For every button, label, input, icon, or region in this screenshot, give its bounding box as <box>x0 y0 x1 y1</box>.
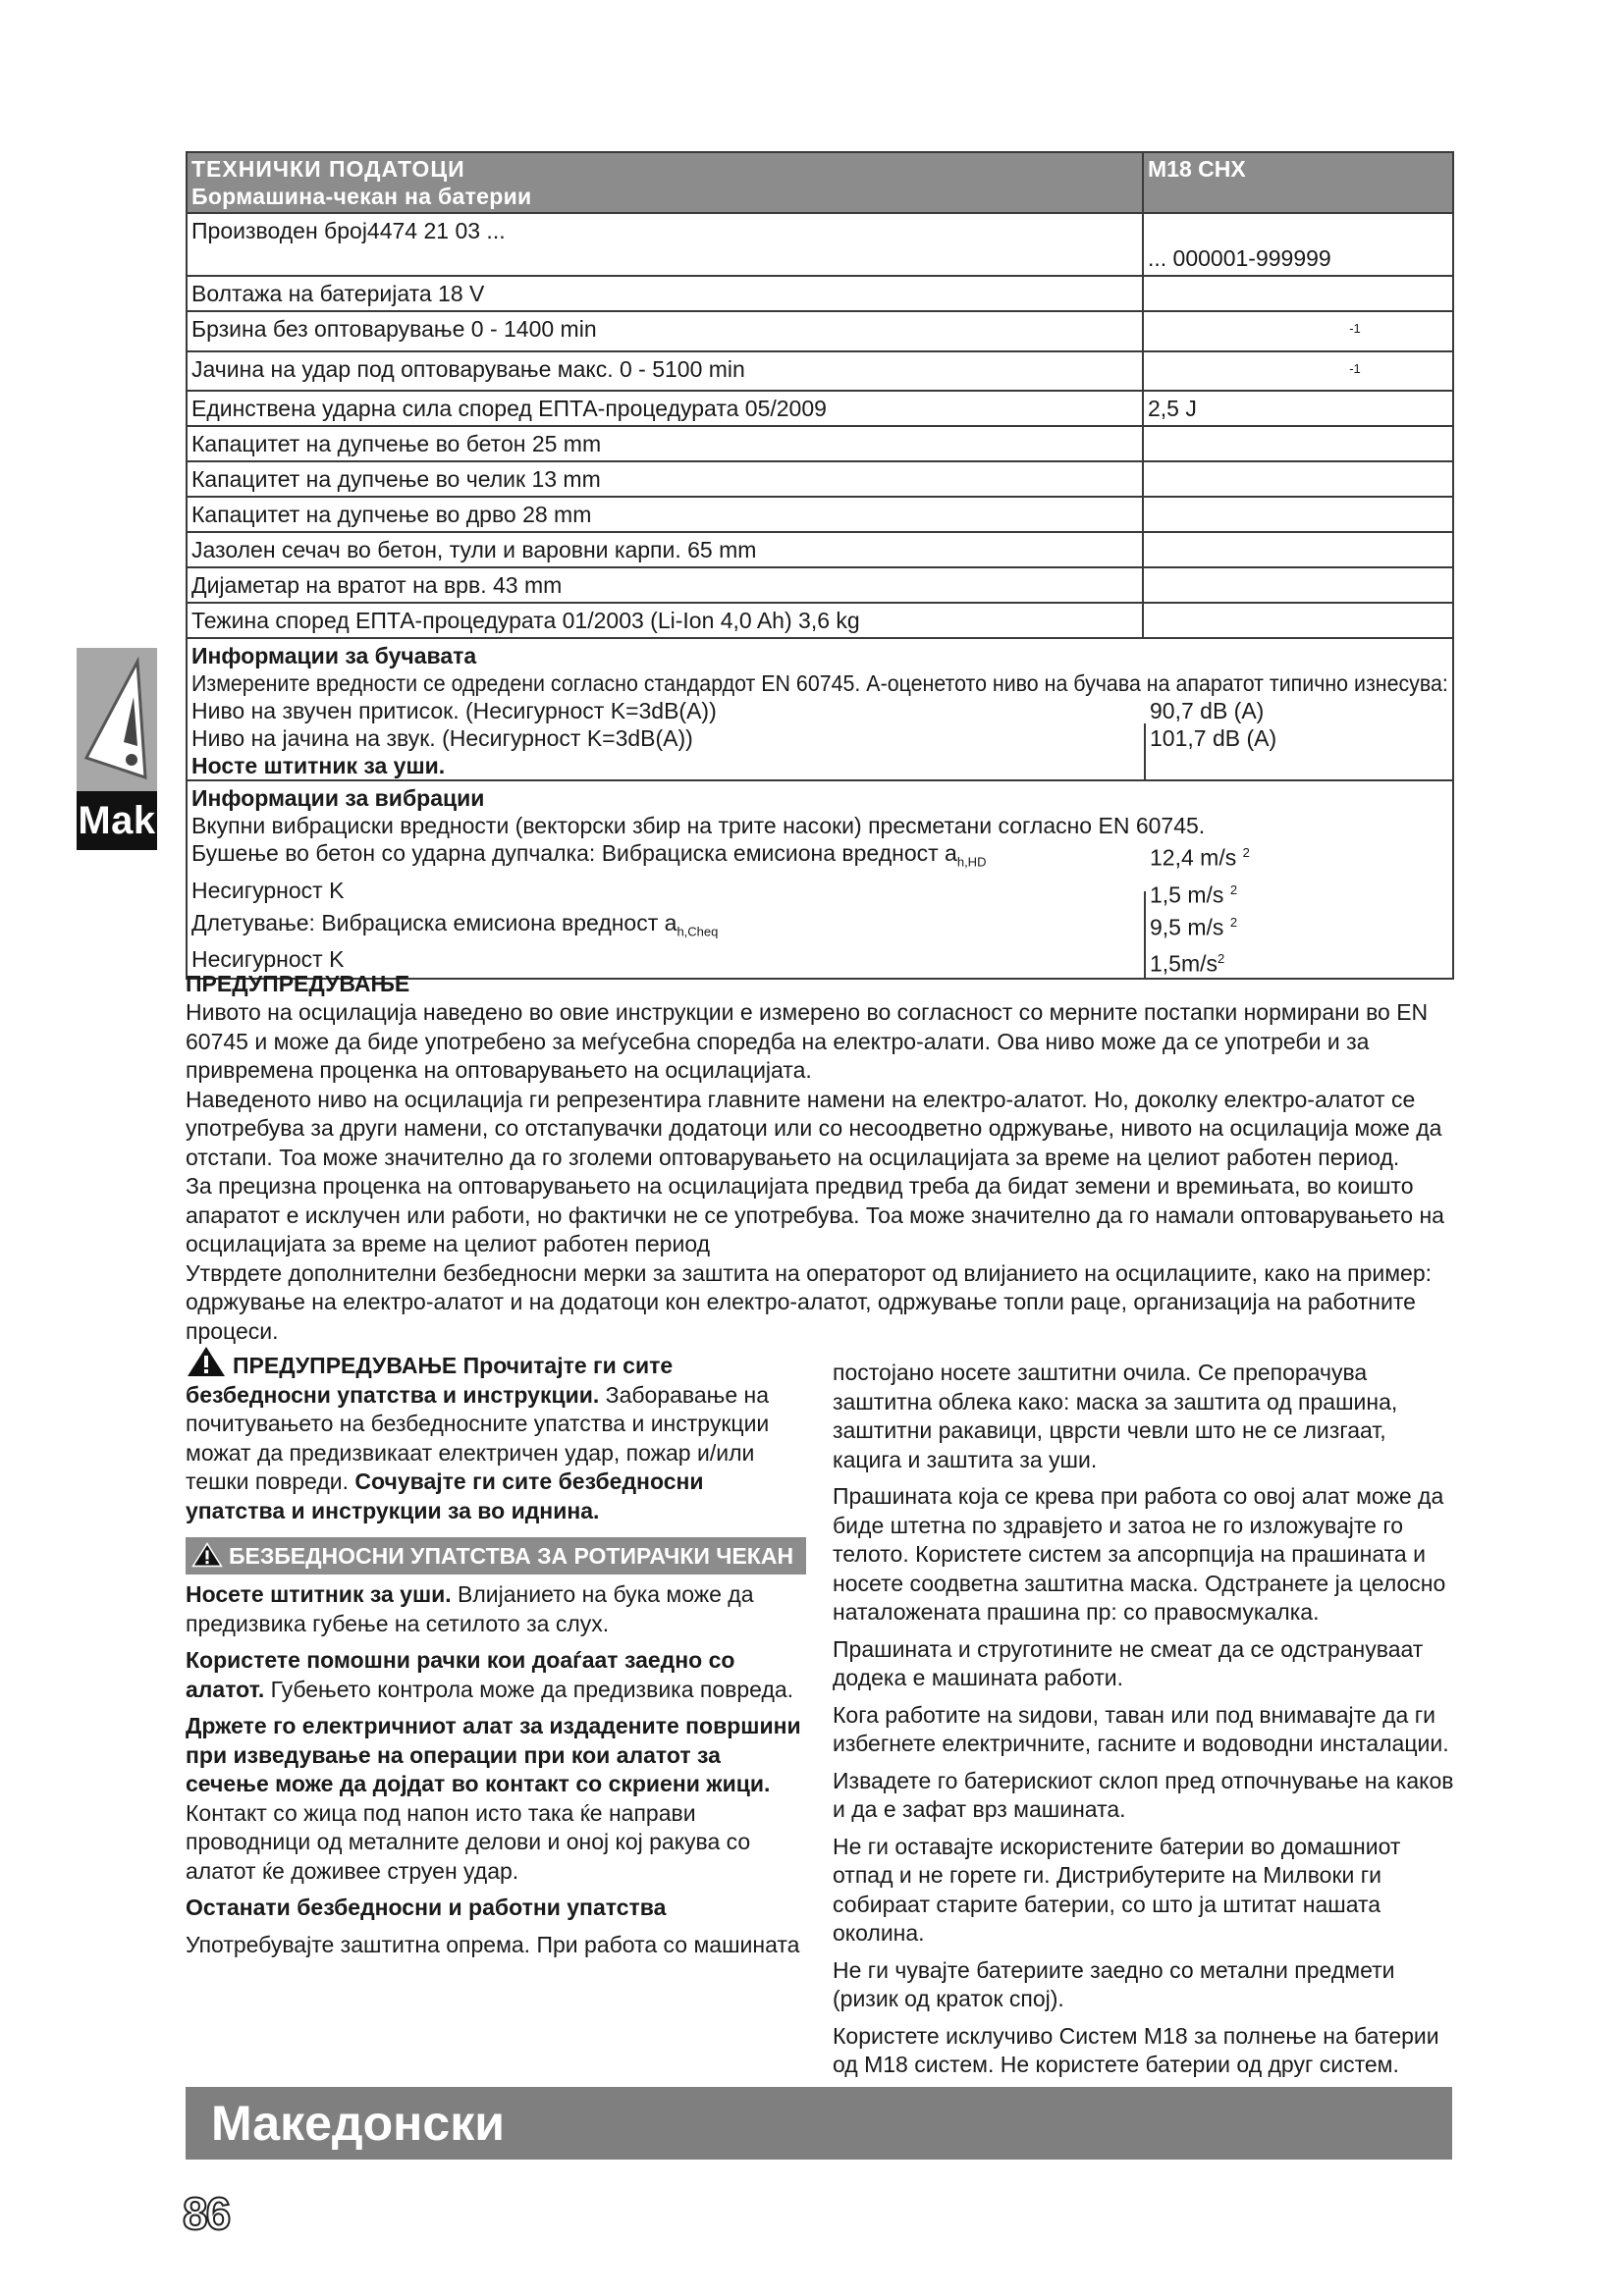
squared-mark: 2 <box>1242 845 1250 861</box>
row-label: Единствена ударна сила според ЕПТА-процедурата 05/2009 <box>187 391 1143 426</box>
noise-info-block <box>187 638 1453 780</box>
vibration-k2-value: 1,5m/s <box>1150 950 1218 977</box>
vibration-info-block <box>187 780 1453 979</box>
vibration-k2-label: Несигурност K <box>191 946 345 973</box>
row-label: Јазолен сечач во бетон, тули и варовни карпи. 65 mm <box>187 532 1143 567</box>
noise-pressure-line <box>191 697 1448 724</box>
vibration-chisel-value-wrap <box>1144 909 1237 946</box>
aux-handle-paragraph <box>186 1646 806 1704</box>
table-row <box>187 497 1453 532</box>
language-side-tab <box>77 648 157 850</box>
vibration-heading: Информации за вибрации <box>191 785 485 812</box>
right-paragraph: Прашината која се крева при работа со овој алат може да биде штетна по здравјето и затоа не го изложувајте го телото. Користете систем за апсорпција на прашината и носете соодветна заштитна маска. Одстранете ја целосно наталожената прашина пр: со правосмукалка. <box>833 1483 1446 1625</box>
rotary-hammer-safety-heading <box>186 1537 806 1575</box>
table-row <box>187 567 1453 603</box>
safety-right-column <box>833 1359 1455 2088</box>
vibration-chisel-line <box>191 909 1448 946</box>
vibration-info-cell <box>187 780 1453 979</box>
right-paragraph: Извадете го батерискиот склоп пред отпочнување на каков и да е зафат врз машината. <box>833 1767 1454 1822</box>
page-number: 86 <box>183 2188 230 2239</box>
row-label: Волтажа на батеријата 18 V <box>187 276 1143 311</box>
other-instructions-heading-text: Останати безбедносни и работни упатства <box>186 1895 667 1920</box>
unit-exponent: -1 <box>1349 360 1361 376</box>
vibration-drill-line <box>191 839 1448 877</box>
table-header-model-cell <box>1143 152 1453 213</box>
table-row <box>187 532 1453 567</box>
table-row <box>187 603 1453 638</box>
insulated-grip-text: Контакт со жица под напон исто така ќе направи проводници од металните делови и оној кој ракува со алатот ќе доживее струен удар. <box>186 1799 751 1884</box>
safety-left-column <box>186 1345 806 1967</box>
warning-paragraph: Утврдете дополнителни безбедносни мерки за заштита на операторот од влијанието на осцилациите, како на пример: одржување на електро-алатот и на додатоци кон електро-алатот, одржување топли раце, организација на работните процеси. <box>186 1259 1433 1344</box>
table-row <box>187 351 1453 392</box>
noise-pressure-label: Ниво на звучен притисок. (Несигурност K=3dB(A)) <box>191 698 717 724</box>
table-subtitle: Бормашина-чекан на батерии <box>191 184 532 209</box>
general-warning-bold: ПРЕДУПРЕДУВАЊЕ Прочитајте ги сите безбедносни упатства и инструкции. <box>186 1353 674 1408</box>
row-value <box>1143 276 1453 311</box>
warning-heading: ПРЕДУПРЕДУВАЊЕ <box>186 971 410 996</box>
ear-protection-text: Влијанието на бука може да предизвика губење на сетилото за слух. <box>186 1581 754 1636</box>
row-label: Капацитет на дупчење во дрво 28 mm <box>187 497 1143 532</box>
vibration-chisel-label: Длетување: Вибрациска емисиона вредност a <box>191 909 677 935</box>
row-label: Капацитет на дупчење во бетон 25 mm <box>187 426 1143 461</box>
aux-handle-text: Губењето контрола може да предизвика повреда. <box>264 1676 794 1702</box>
vibration-drill-value: 12,4 m/s <box>1150 844 1237 871</box>
vibration-drill-subscript: h,HD <box>956 854 987 870</box>
table-row <box>187 213 1453 276</box>
insulated-grip-paragraph <box>186 1712 806 1886</box>
vibration-drill-value-wrap <box>1144 839 1250 877</box>
warning-triangle-icon <box>186 1345 227 1378</box>
vibration-chisel-subscript: h,Cheq <box>677 924 719 939</box>
aux-handle-bold: Користете помошни рачки кои доаѓаат заедно со алатот. <box>186 1647 735 1702</box>
warning-paragraph: Наведеното ниво на осцилација ги репрезентира главните намени на електро-алатот. Но, доколку електро-алатот се употребува за други намени, со отстапувачки додатоци или со несоодветно одржување, нивото на осцилација може да отстапи. Тоа може значително да го зголеми оптоварувањето на осцилацијата за време на целиот работен период. <box>186 1086 1442 1170</box>
general-warning-paragraph <box>186 1345 806 1525</box>
vibration-k1-value-wrap <box>1144 877 1237 909</box>
row-label: Тежина според ЕПТА-процедурата 01/2003 (Li-Ion 4,0 Ah) 3,6 kg <box>187 603 1143 638</box>
language-code-label: Mak <box>77 791 157 850</box>
right-paragraph: Не ги оставајте искористените батерии во домашниот отпад и не горете ги. Дистрибутерите на Милвоки ги собираат старите батерии, со што ја штитат нашата околина. <box>833 1833 1401 1946</box>
row-label: Капацитет на дупчење во челик 13 mm <box>187 461 1143 497</box>
squared-mark: 2 <box>1229 914 1238 930</box>
noise-column-divider <box>1144 723 1146 779</box>
vibration-drill-label: Бушење во бетон со ударна дупчалка: Вибрациска емисиона вредност a <box>191 840 957 867</box>
squared-mark: 2 <box>1218 951 1225 967</box>
row-value-cell <box>1143 311 1453 351</box>
row-value <box>1143 461 1453 497</box>
row-value <box>1143 426 1453 461</box>
vibration-column-divider <box>1144 891 1146 978</box>
row-value: 2,5 J <box>1143 391 1453 426</box>
noise-power-line <box>191 724 1448 752</box>
row-label: Дијаметар на вратот на врв. 43 mm <box>187 567 1143 603</box>
language-banner <box>186 2087 1452 2160</box>
row-label: Брзина без оптоварување 0 - 1400 min <box>187 311 1143 351</box>
noise-intro: Измерените вредности се одредени согласно стандардот EN 60745. А-оценетото ниво на бучава на апаратот типично изнесува: <box>191 670 1448 697</box>
row-value <box>1143 603 1453 638</box>
right-paragraph: Прашината и струготините не смеат да се одстрануваат додека е машината работи. <box>833 1635 1424 1690</box>
right-paragraph: Користете исклучиво Систем М18 за полнење на батерии од М18 систем. Не користете батерии од друг систем. <box>833 2022 1439 2077</box>
row-value <box>1143 497 1453 532</box>
spec-table <box>186 151 1454 980</box>
general-warning-bold-2: Сочувајте ги сите безбедносни упатства и инструкции за во иднина. <box>186 1468 704 1523</box>
row-label: Производен број4474 21 03 ... <box>187 213 1143 276</box>
table-header-title-cell <box>187 152 1143 213</box>
vibration-drill-label-wrap <box>191 839 1144 877</box>
other-instructions-text: Употребувајте заштитна опрема. При работа со машината <box>186 1931 800 1957</box>
unit-exponent: -1 <box>1349 321 1361 336</box>
noise-power-label: Ниво на јачина на звук. (Несигурност K=3dB(A)) <box>191 725 693 752</box>
warning-icon <box>77 648 157 791</box>
noise-power-value: 101,7 dB (A) <box>1150 725 1277 752</box>
table-header-row <box>187 152 1453 213</box>
noise-pressure-value: 90,7 dB (A) <box>1150 698 1265 724</box>
warning-paragraph: За прецизна проценка на оптоварувањето на осцилацијата предвид треба да бидат земени и времињата, во коишто апаратот е исклучен или работи, но фактички не се употребува. Тоа може значително да го намали оптоварувањето на осцилацијата за време на целиот работен период <box>186 1173 1444 1256</box>
table-row <box>187 426 1453 461</box>
right-paragraph: Кога работите на ѕидови, таван или под внимавајте да ги избегнете електричните, гасните и водоводни инсталации. <box>833 1701 1449 1756</box>
ear-protection-note: Носте штитник за уши. <box>191 753 446 779</box>
insulated-grip-bold: Држете го електричниот алат за издадените површини при изведување на операции при кои алатот за сечење може да дојдат во контакт со скриени жици. <box>186 1713 801 1796</box>
row-value-cell <box>1143 351 1453 392</box>
general-warning-text: Заборавање на почитувањето на безбедносните упатства и инструкции можат да предизвикаат електричен удар, пожар и/или тешки повреди. <box>186 1381 770 1494</box>
vibration-k1-line <box>191 877 1448 909</box>
row-value: ... 000001-999999 <box>1148 245 1331 271</box>
right-paragraph: Не ги чувајте батериите заедно со метални предмети (ризик од краток спој). <box>833 1956 1395 2011</box>
table-row <box>187 276 1453 311</box>
language-name: Македонски <box>211 2096 505 2151</box>
right-paragraph: постојано носете заштитни очила. Се препорачува заштитна облека како: маска за заштита од прашина, заштитни ракавици, цврсти чевли што не се лизгаат, кацига и заштита за уши. <box>833 1360 1398 1472</box>
row-value <box>1143 567 1453 603</box>
table-row <box>187 391 1453 426</box>
other-instructions-heading <box>186 1894 806 1923</box>
noise-heading: Информации за бучавата <box>191 643 477 669</box>
row-value <box>1143 532 1453 567</box>
row-label: Јачина на удар под оптоварување макс. 0 - 5100 min <box>187 351 1143 392</box>
vibration-intro: Вкупни вибрациски вредности (векторски збир на трите насоки) пресметани согласно EN 60745. <box>191 813 1206 839</box>
table-row <box>187 461 1453 497</box>
warning-paragraph: Нивото на осцилација наведено во овие инструкции е измерено во согласност со мерните постапки нормирани во EN 60745 и може да биде употребено за меѓусебна споредба на електро-алати. Ова ниво може да се употреби и за привремена проценка на оптоварувањето на осцилацијата. <box>186 999 1429 1083</box>
warning-triangle-icon <box>191 1541 223 1569</box>
vibration-chisel-value: 9,5 m/s <box>1150 914 1224 940</box>
vibration-k1-value: 1,5 m/s <box>1150 881 1224 908</box>
model-name: M18 CHX <box>1148 156 1246 182</box>
ear-protection-bold: Носете штитник за уши. <box>186 1581 452 1607</box>
noise-info-cell <box>187 638 1453 780</box>
row-value-cell <box>1143 213 1453 276</box>
vibration-k1-label: Несигурност K <box>191 877 345 903</box>
rotary-heading-text: БЕЗБЕДНОСНИ УПАТСТВА ЗА РОТИРАЧКИ ЧЕКАН <box>229 1543 794 1569</box>
ear-protection-paragraph <box>186 1580 806 1638</box>
squared-mark: 2 <box>1229 881 1238 897</box>
table-title: ТЕХНИЧКИ ПОДАТОЦИ <box>191 156 465 182</box>
vibration-chisel-label-wrap <box>191 909 1144 946</box>
table-row <box>187 311 1453 351</box>
vibration-warning-section <box>186 969 1452 1346</box>
